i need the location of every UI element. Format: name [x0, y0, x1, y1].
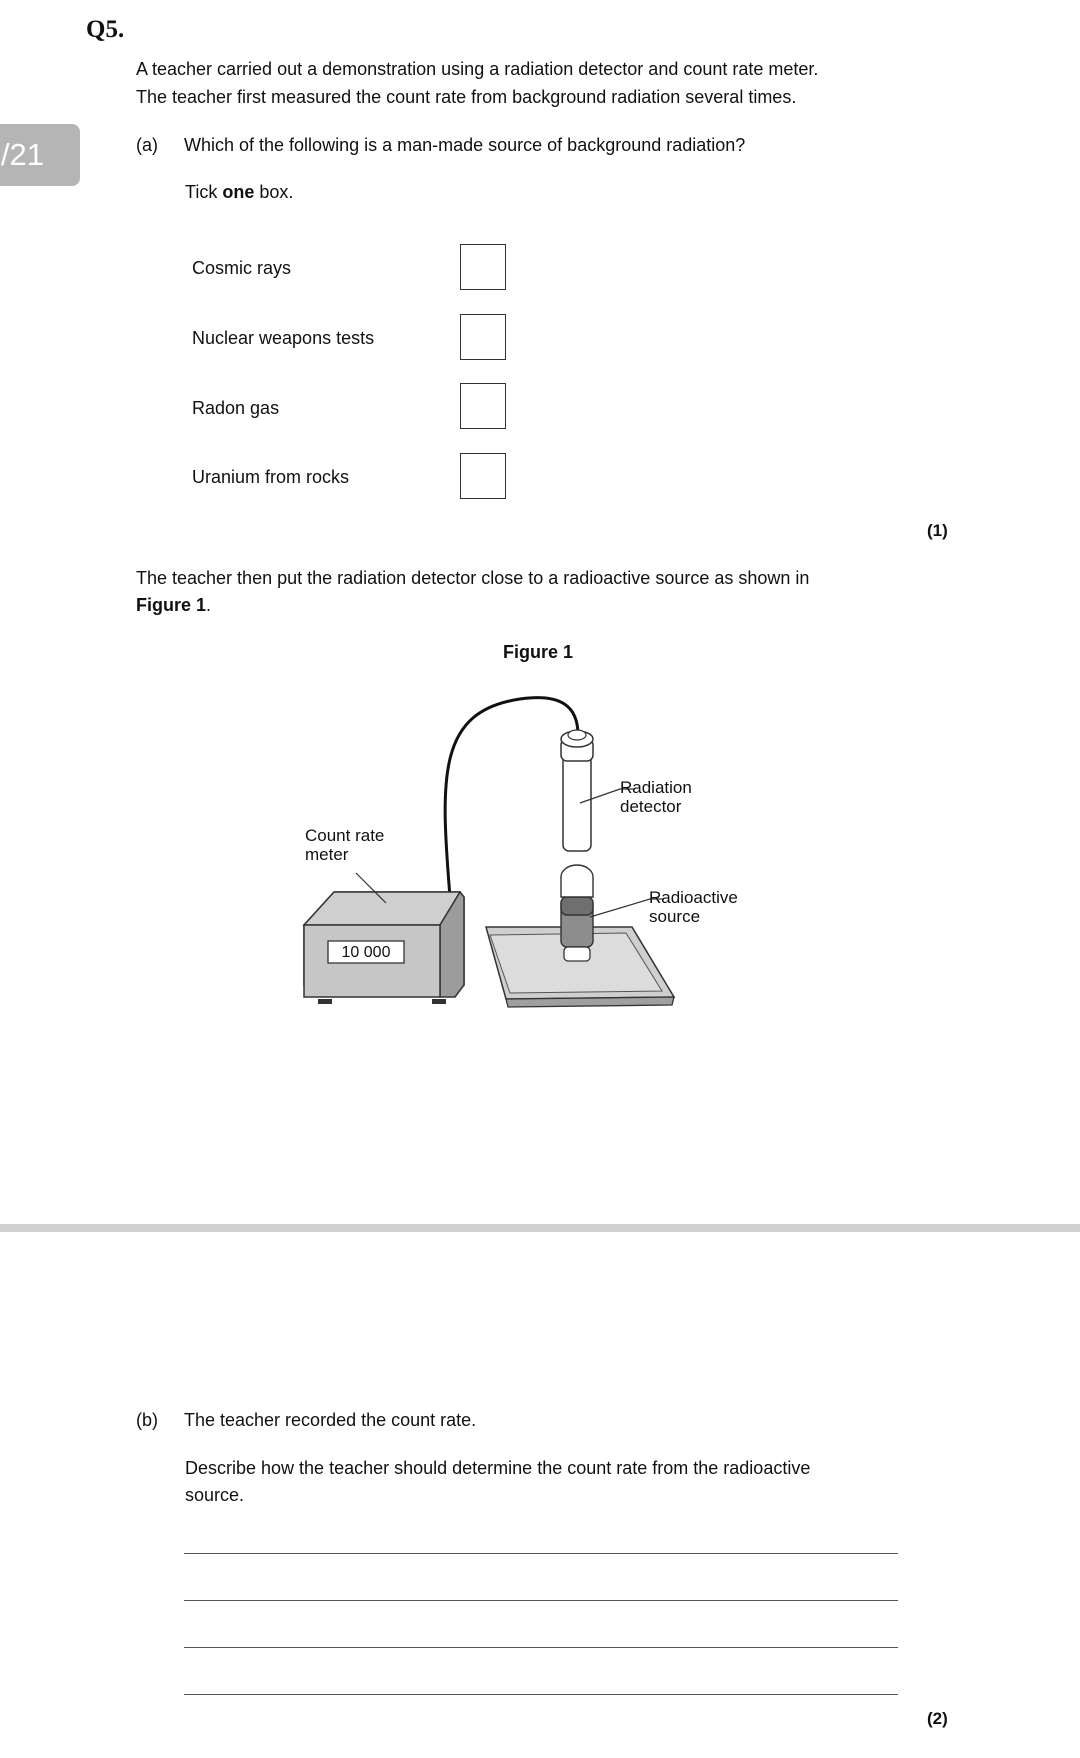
option-label-cosmic-rays: Cosmic rays — [192, 258, 292, 278]
figure-reference: Figure 1 — [136, 595, 207, 615]
part-b-statement: The teacher recorded the count rate. — [184, 1410, 477, 1430]
transition-line-2 — [136, 592, 211, 619]
source-label — [649, 888, 738, 926]
option-label-radon-gas: Radon gas — [192, 398, 280, 418]
meter-display-value: 10 000 — [341, 944, 391, 961]
question-number: Q5. — [86, 16, 125, 43]
detector-label-line-1: Radiation — [620, 778, 692, 797]
detector-label — [620, 778, 692, 816]
intro-line-2: The teacher first measured the count rate from background radiation several times. — [136, 87, 797, 107]
meter-label-line-2: meter — [305, 845, 349, 864]
part-a-label: (a) — [136, 135, 158, 155]
source-label-line-2: source — [649, 907, 701, 926]
part-a-question: Which of the following is a man-made source of background radiation? — [184, 135, 746, 155]
transition-period: . — [206, 595, 212, 615]
part-a-instruction — [185, 179, 293, 206]
instruction-text-end: box. — [254, 182, 294, 202]
part-b-question-line-2: source. — [185, 1485, 245, 1505]
option-label-uranium-from-rocks: Uranium from rocks — [192, 467, 350, 487]
answer-line[interactable] — [184, 1600, 898, 1601]
checkbox-uranium-from-rocks[interactable] — [460, 453, 506, 499]
checkbox-radon-gas[interactable] — [460, 383, 506, 429]
part-b-question-line-1: Describe how the teacher should determine the count rate from the radioactive — [185, 1458, 811, 1478]
answer-line[interactable] — [184, 1553, 898, 1554]
page-tab-label: /21 — [0, 137, 44, 172]
page-separator — [0, 1224, 1080, 1232]
checkbox-nuclear-weapons-tests[interactable] — [460, 314, 506, 360]
option-label-nuclear-weapons-tests: Nuclear weapons tests — [192, 328, 375, 348]
transition-line-1: The teacher then put the radiation detector close to a radioactive source as shown in — [136, 568, 810, 588]
instruction-emphasis: one — [222, 182, 255, 202]
figure-title: Figure 1 — [502, 642, 573, 662]
radiation-detector — [561, 730, 593, 851]
detector-label-line-2: detector — [620, 797, 682, 816]
meter-label-line-1: Count rate — [305, 826, 385, 845]
detector-cable — [445, 698, 578, 897]
meter-label — [305, 826, 384, 864]
radioactive-source — [561, 865, 593, 961]
source-leader-line — [590, 899, 650, 917]
checkbox-cosmic-rays[interactable] — [460, 244, 506, 290]
intro-line-1: A teacher carried out a demonstration using a radiation detector and count rate meter. — [136, 59, 819, 79]
instruction-text: Tick — [185, 182, 223, 202]
answer-line[interactable] — [184, 1694, 898, 1695]
part-b-label: (b) — [136, 1410, 158, 1430]
page-tab[interactable] — [0, 124, 80, 186]
answer-line[interactable] — [184, 1647, 898, 1648]
source-label-line-1: Radioactive — [649, 888, 738, 907]
part-a-marks: (1) — [927, 521, 948, 540]
part-b-marks: (2) — [927, 1709, 948, 1728]
